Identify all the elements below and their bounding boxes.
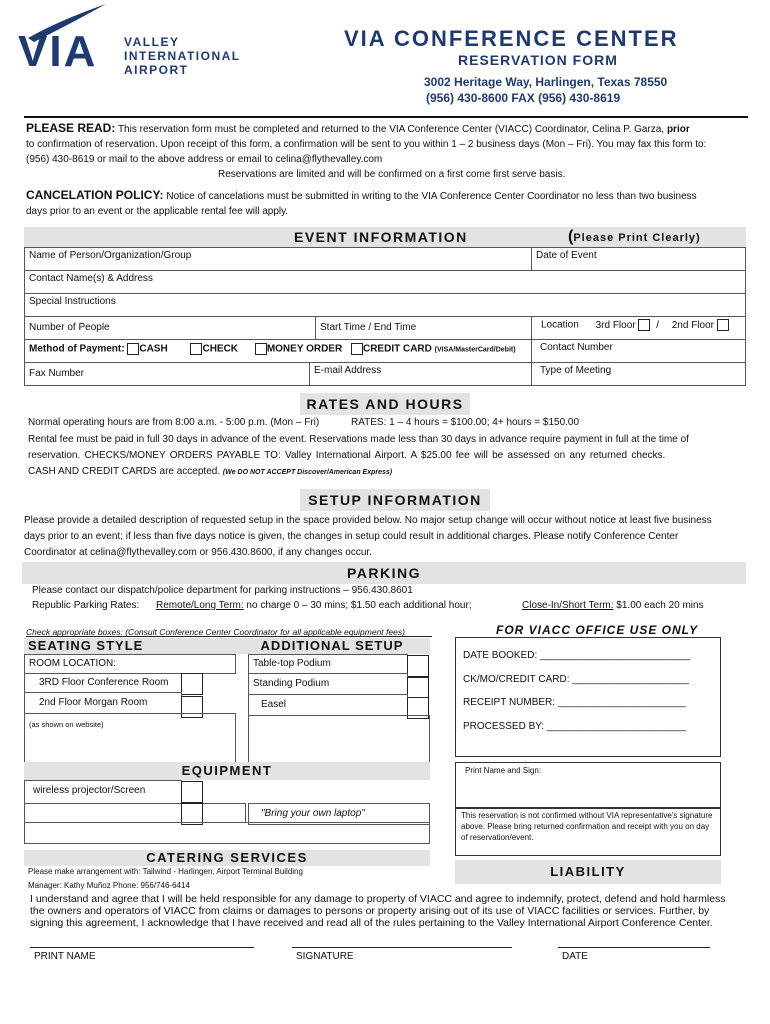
email-field[interactable]: E-mail Address <box>309 362 532 386</box>
easel-row: Easel <box>248 694 408 716</box>
projector-row: wireless projector/Screen <box>24 780 182 804</box>
cancel-line-1: Notice of cancelations must be submitted in writing to the VIA Conference Center Coordinator no less than two business <box>166 191 697 202</box>
please-read-line-3: (956) 430-8619 or mail to the above address or email to celina@flythevalley.com <box>26 154 383 165</box>
rates-block: Rental fee must be paid in full 30 days in advance of the event. Reservations made less than 30 days in advance require payment in full at the time of reservation. CHECKS/MONEY ORDERS PAYABLE TO: Valley International Airport. A $25.00 fee will be assessed on any returned checks. CASH AND CREDIT CARDS are accepted. (We DO NOT ACCEPT Discover/American Express) <box>28 434 689 477</box>
meeting-type-field[interactable]: Type of Meeting <box>531 362 746 386</box>
rates-header: RATES AND HOURS <box>300 393 470 415</box>
page-title: VIA CONFERENCE CENTER <box>344 26 679 51</box>
floor-2-checkbox[interactable] <box>717 319 729 331</box>
logo-line-1: VALLEY <box>124 35 180 49</box>
credit-card-checkbox[interactable] <box>351 343 363 355</box>
rates-prices: RATES: 1 – 4 hours = $100.00; 4+ hours = $150.00 <box>351 417 580 428</box>
podium-standing-row: Standing Podium <box>248 673 408 695</box>
special-instructions-field[interactable]: Special Instructions <box>24 293 746 317</box>
office-use-heading: FOR VIACC OFFICE USE ONLY <box>496 623 699 637</box>
fax-field[interactable]: Fax Number <box>24 362 310 386</box>
floor-3-label: 3rd Floor <box>595 319 636 331</box>
processed-by-field[interactable]: PROCESSED BY: _________________________ <box>463 721 686 732</box>
check-checkbox[interactable] <box>190 343 202 355</box>
please-read-label: PLEASE READ: <box>26 121 116 135</box>
projector-checkbox[interactable] <box>181 781 203 803</box>
rates-hours: Normal operating hours are from 8:00 a.m. - 5:00 p.m. (Mon – Fri) <box>28 417 320 428</box>
date-label: DATE <box>562 951 588 962</box>
conf-room-checkbox[interactable] <box>181 673 203 695</box>
logo-mark: VIA <box>18 27 98 76</box>
floor-2-label: 2nd Floor <box>671 319 714 331</box>
cash-checkbox[interactable] <box>127 343 139 355</box>
cancel-label: CANCELATION POLICY: <box>26 188 164 202</box>
logo-line-3: AIRPORT <box>124 63 189 77</box>
print-clearly-note: (Please Print Clearly) <box>568 228 701 245</box>
cancel-policy-block <box>26 188 748 219</box>
parking-contact: Please contact our dispatch/police department for parking instructions – 956.430.8601 <box>32 585 413 596</box>
podium-standing-checkbox[interactable] <box>407 677 429 699</box>
org-name-field[interactable]: Name of Person/Organization/Group <box>24 247 532 271</box>
print-name-label: PRINT NAME <box>34 951 96 962</box>
header-phone: (956) 430-8600 FAX (956) 430-8619 <box>426 91 621 105</box>
additional-setup-header: ADDITIONAL SETUP <box>234 638 430 654</box>
equipment-row-2-left <box>24 803 246 823</box>
catering-header: CATERING SERVICES <box>24 850 430 866</box>
parking-close-in: Close-In/Short Term: $1.00 each 20 mins <box>522 600 704 611</box>
parking-republic: Republic Parking Rates: <box>32 600 140 611</box>
podium-tabletop-checkbox[interactable] <box>407 655 429 677</box>
catering-line-1: Please make arrangement with: Tailwind - Harlingen, Airport Terminal Building <box>28 867 303 876</box>
time-field[interactable]: Start Time / End Time <box>315 316 532 340</box>
location-field: Location 3rd Floor / 2nd Floor <box>531 316 746 340</box>
date-booked-field[interactable]: DATE BOOKED: ___________________________ <box>463 650 691 661</box>
liability-text: I understand and agree that I will be held responsible for any damage to property of VIACC and agree to indemnify, protect, defend and hold harmless the owners and operators of VIACC from claims or damages to persons or property arising out of its use of VIACC facilities or services. Further, by signing this agreement, I acknowledge that I have received and read all of the rules pertaining to the Valley International Airport Conference Center. <box>30 893 726 929</box>
event-date-field[interactable]: Date of Event <box>531 247 746 271</box>
please-read-line-1: This reservation form must be completed and returned to the VIA Conference Center (VIACC) Coordinator, Celina P. Garza, <box>117 124 665 135</box>
please-read-line-2: to confirmation of reservation. Upon receipt of this form, a confirmation will be sent to you within 1 – 2 business days (Mon – Fri). You may fax this form to: <box>26 139 707 150</box>
header-rule <box>24 116 748 118</box>
room-location-row: ROOM LOCATION: <box>24 654 236 674</box>
equipment-row-3 <box>24 822 430 844</box>
equipment-header: EQUIPMENT <box>24 762 430 780</box>
please-read-block <box>26 121 748 182</box>
header-address: 3002 Heritage Way, Harlingen, Texas 78550 <box>424 75 668 89</box>
receipt-number-field[interactable]: RECEIPT NUMBER: _______________________ <box>463 697 686 708</box>
seating-rule <box>26 636 432 637</box>
please-read-prior: prior <box>666 124 690 135</box>
print-sign-label: Print Name and Sign: <box>465 766 542 775</box>
signature-line[interactable] <box>292 947 512 948</box>
cancel-line-2: days prior to an event or the applicable rental fee will apply. <box>26 206 289 217</box>
parking-header: PARKING <box>22 562 746 584</box>
please-read-line-4: Reservations are limited and will be confirmed on a first come first serve basis. <box>218 169 566 180</box>
conf-room-row: 3RD Floor Conference Room <box>24 673 182 693</box>
catering-line-2: Manager: Kathy Muñoz Phone: 956/746-6414 <box>28 881 190 890</box>
date-line[interactable] <box>558 947 710 948</box>
payment-method-field: Method of Payment: CASH CHECK MONEY ORDER CREDIT CARD (VISA/MasterCard/Debit) <box>24 339 532 363</box>
morgan-room-row: 2nd Floor Morgan Room <box>24 692 182 714</box>
website-note-row: (as shown on website) <box>24 713 236 763</box>
podium-tabletop-row: Table-top Podium <box>248 654 408 674</box>
liability-header: LIABILITY <box>455 860 721 884</box>
floor-3-checkbox[interactable] <box>638 319 650 331</box>
ck-mo-credit-field[interactable]: CK/MO/CREDIT CARD: _____________________ <box>463 674 690 685</box>
setup-header: SETUP INFORMATION <box>300 489 490 511</box>
additional-blank-row <box>248 715 430 763</box>
contact-number-field[interactable]: Contact Number <box>531 339 746 363</box>
signature-label: SIGNATURE <box>296 951 354 962</box>
laptop-note: "Bring your own laptop" <box>248 803 430 825</box>
check-boxes-note: Check appropriate boxes: (Consult Conference Center Coordinator for all applicable equipment fees) <box>26 627 405 637</box>
people-field[interactable]: Number of People <box>24 316 316 340</box>
print-name-line[interactable] <box>30 947 254 948</box>
logo-line-2: INTERNATIONAL <box>124 49 241 63</box>
seating-header: SEATING STYLE <box>24 638 234 654</box>
confirmation-note: This reservation is not confirmed without VIA representative's signature above. Please bring returned confirmation and receipt with you on day of reservation/event. <box>461 811 713 842</box>
setup-block: Please provide a detailed description of requested setup in the space provided below. No major setup change will occur without notice at least five business days prior to an event; if less than five days notice is given, the changes in setup could result in additional charges. Please notify Conference Center Coordinator at celina@flythevalley.com or 956.430.8600, if any changes occur. <box>24 515 712 558</box>
contact-field[interactable]: Contact Name(s) & Address <box>24 270 746 294</box>
page-subtitle: RESERVATION FORM <box>458 52 618 68</box>
money-order-checkbox[interactable] <box>255 343 267 355</box>
parking-remote: Remote/Long Term: no charge 0 – 30 mins; $1.50 each additional hour; <box>156 600 472 611</box>
event-info-heading: EVENT INFORMATION <box>294 229 468 245</box>
